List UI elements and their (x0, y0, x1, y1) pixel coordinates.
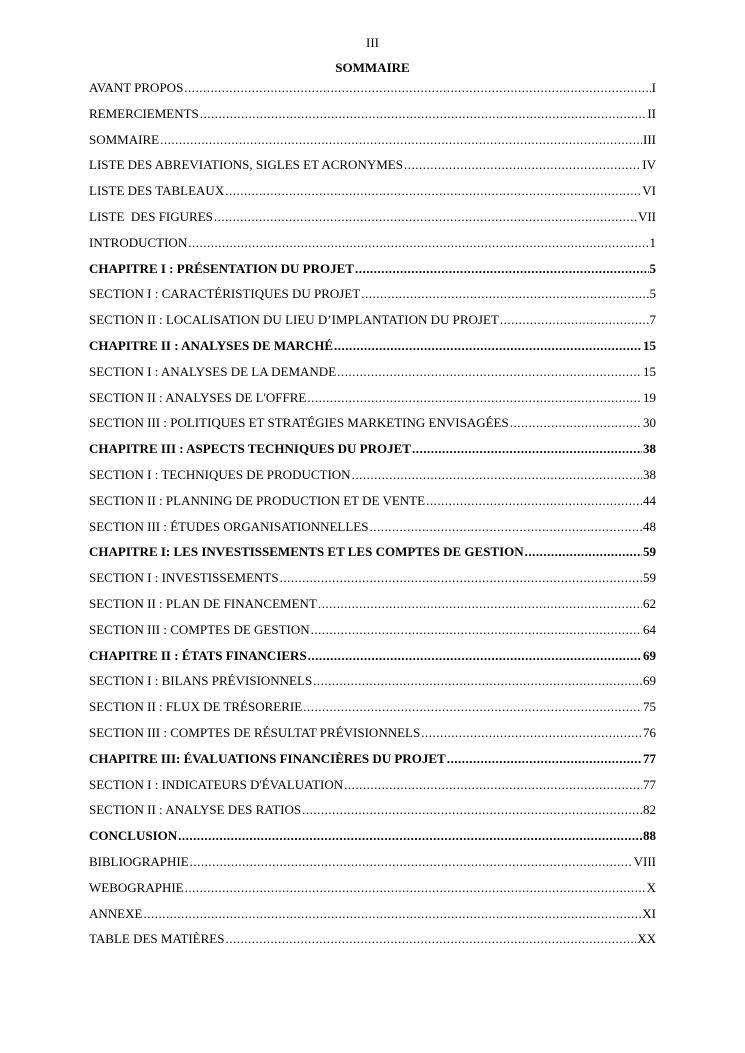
toc-entry-label: SECTION III : COMPTES DE GESTION (89, 621, 310, 637)
toc-entry-label: SECTION II : PLAN DE FINANCEMENT (89, 595, 317, 611)
toc-entry-label: SECTION II : LOCALISATION DU LIEU D’IMPLANTATION DU PROJET (89, 312, 499, 328)
toc-dot-leader (404, 155, 641, 174)
toc-entry-label: BIBLIOGRAPHIE (89, 853, 189, 869)
toc-entry-page: 19 (643, 389, 656, 405)
toc-entry-page: 69 (643, 647, 656, 663)
toc-entry-label: CONCLUSION (89, 828, 178, 844)
toc-entry[interactable] (89, 697, 656, 723)
toc-dot-leader (280, 568, 642, 587)
toc-dot-leader (214, 207, 637, 226)
toc-dot-leader (200, 104, 647, 123)
toc-entry-label: CHAPITRE III : ASPECTS TECHNIQUES DU PROJET (89, 441, 411, 457)
toc-dot-leader (318, 594, 642, 613)
toc-entry-label: SECTION III : ÉTUDES ORGANISATIONNELLES (89, 518, 369, 534)
toc-entry-page: 62 (643, 595, 656, 611)
toc-entry-label: CHAPITRE II : ÉTATS FINANCIERS (89, 647, 307, 663)
toc-entry-label: TABLE DES MATIÈRES (89, 931, 225, 947)
toc-entry-label: SECTION III : COMPTES DE RÉSULTAT PRÉVISIONNELS (89, 724, 421, 740)
toc-dot-leader (361, 284, 648, 303)
toc-dot-leader (225, 181, 641, 200)
toc-entry-label: SECTION I : TECHNIQUES DE PRODUCTION (89, 466, 351, 482)
table-of-contents (89, 78, 656, 955)
toc-entry[interactable] (89, 852, 656, 878)
toc-entry-label: CHAPITRE I: LES INVESTISSEMENTS ET LES COMPTES DE GESTION (89, 544, 524, 560)
toc-dot-leader (225, 929, 636, 948)
toc-dot-leader (355, 259, 649, 278)
toc-entry[interactable] (89, 233, 656, 259)
toc-dot-leader (308, 646, 642, 665)
toc-entry-page: 15 (643, 363, 656, 379)
toc-entry-label: ANNEXE (89, 905, 143, 921)
toc-dot-leader (412, 439, 642, 458)
toc-entry-label: SECTION I : INVESTISSEMENTS (89, 570, 279, 586)
toc-entry-page: 64 (643, 621, 656, 637)
toc-title: SOMMAIRE (335, 60, 410, 75)
toc-chapter-entry[interactable] (89, 749, 656, 775)
toc-entry-page: 15 (643, 337, 656, 353)
toc-entry-page: 69 (643, 673, 656, 689)
toc-entry-page: 38 (643, 441, 656, 457)
toc-dot-leader (426, 491, 642, 510)
toc-entry-page: 48 (643, 518, 656, 534)
toc-entry-page: 5 (649, 286, 656, 302)
toc-chapter-entry[interactable] (89, 439, 656, 465)
toc-dot-leader (352, 465, 642, 484)
toc-entry[interactable] (89, 207, 656, 233)
toc-dot-leader (143, 904, 641, 923)
toc-entry-label: SECTION II : ANALYSES DE L'OFFRE (89, 389, 307, 405)
toc-entry-page: 77 (643, 750, 656, 766)
toc-entry-page: X (646, 879, 656, 895)
toc-entry-page: I (651, 80, 656, 95)
toc-entry[interactable] (89, 904, 656, 930)
toc-entry-page: 30 (643, 415, 656, 431)
toc-entry-page: 5 (649, 260, 656, 276)
toc-entry-label: CHAPITRE I : PRÉSENTATION DU PROJET (89, 260, 354, 276)
toc-entry-page: 38 (643, 466, 656, 482)
toc-entry[interactable] (89, 413, 656, 439)
toc-chapter-entry[interactable] (89, 336, 656, 362)
toc-entry-page: 88 (643, 828, 656, 844)
toc-entry[interactable] (89, 671, 656, 697)
toc-entry-page: VII (637, 208, 656, 224)
toc-entry-label: SECTION II : FLUX DE TRÉSORERIE (89, 699, 303, 715)
toc-entry-page: 82 (643, 802, 656, 818)
toc-entry-page: 1 (649, 234, 656, 250)
toc-entry[interactable] (89, 284, 656, 310)
toc-entry[interactable] (89, 104, 656, 130)
toc-entry-page: 59 (643, 570, 656, 586)
toc-entry-page: IV (642, 157, 656, 173)
toc-entry[interactable] (89, 878, 656, 904)
toc-entry[interactable] (89, 130, 656, 156)
toc-entry-label: SECTION II : PLANNING DE PRODUCTION ET DE VENTE (89, 492, 426, 508)
toc-entry-page: 59 (643, 544, 656, 560)
toc-entry-label: LISTE DES TABLEAUX (89, 183, 225, 199)
toc-dot-leader (447, 749, 642, 768)
toc-entry[interactable] (89, 388, 656, 414)
toc-dot-leader (188, 233, 648, 252)
toc-entry-label: SECTION I : INDICATEURS D'ÉVALUATION (89, 776, 344, 792)
toc-entry[interactable] (89, 929, 656, 955)
toc-entry-label: SECTION II : ANALYSE DES RATIOS (89, 802, 302, 818)
toc-entry[interactable] (89, 310, 656, 336)
toc-dot-leader (184, 78, 650, 97)
toc-entry[interactable] (89, 775, 656, 801)
toc-entry-page: XI (642, 905, 656, 921)
toc-entry-page: II (647, 105, 656, 121)
toc-entry-page: XX (637, 931, 656, 947)
toc-entry-label: SECTION III : POLITIQUES ET STRATÉGIES MARKETING ENVISAGÉES (89, 415, 509, 431)
toc-entry[interactable] (89, 568, 656, 594)
toc-chapter-entry[interactable] (89, 826, 656, 852)
toc-entry-label: CHAPITRE II : ANALYSES DE MARCHÉ (89, 337, 334, 353)
toc-entry[interactable] (89, 78, 656, 104)
toc-entry[interactable] (89, 594, 656, 620)
toc-entry-page: VIII (633, 853, 656, 869)
toc-entry[interactable] (89, 620, 656, 646)
toc-dot-leader (500, 310, 649, 329)
toc-chapter-entry[interactable] (89, 259, 656, 285)
toc-entry-page: 75 (643, 699, 656, 715)
toc-chapter-entry[interactable] (89, 646, 656, 672)
toc-entry[interactable] (89, 723, 656, 749)
toc-dot-leader (421, 723, 642, 742)
toc-dot-leader (313, 671, 642, 690)
toc-dot-leader (510, 413, 642, 432)
toc-entry-label: REMERCIEMENTS (89, 105, 199, 121)
toc-entry[interactable] (89, 362, 656, 388)
toc-entry[interactable] (89, 181, 656, 207)
toc-dot-leader (344, 775, 642, 794)
toc-entry-label: SECTION I : CARACTÉRISTIQUES DU PROJET (89, 286, 361, 302)
toc-dot-leader (337, 362, 642, 381)
toc-dot-leader (525, 542, 642, 561)
toc-dot-leader (185, 878, 646, 897)
toc-dot-leader (303, 697, 642, 716)
toc-entry-label: SECTION I : ANALYSES DE LA DEMANDE (89, 363, 337, 379)
toc-entry-label: LISTE DES FIGURES (89, 208, 213, 224)
toc-entry[interactable] (89, 155, 656, 181)
toc-entry-label: CHAPITRE III: ÉVALUATIONS FINANCIÈRES DU PROJET (89, 750, 446, 766)
toc-entry[interactable] (89, 491, 656, 517)
toc-chapter-entry[interactable] (89, 542, 656, 568)
toc-entry-label: AVANT PROPOS (89, 80, 184, 95)
page-number: III (366, 35, 379, 50)
toc-entry[interactable] (89, 517, 656, 543)
toc-dot-leader (311, 620, 642, 639)
toc-entry-label: INTRODUCTION (89, 234, 188, 250)
toc-entry-page: III (643, 131, 656, 147)
toc-dot-leader (307, 388, 642, 407)
toc-entry-page: 7 (649, 312, 656, 328)
toc-entry-page: 44 (643, 492, 656, 508)
toc-dot-leader (190, 852, 633, 871)
toc-dot-leader (334, 336, 642, 355)
toc-dot-leader (178, 826, 642, 845)
toc-dot-leader (160, 130, 642, 149)
toc-dot-leader (369, 517, 642, 536)
toc-entry[interactable] (89, 465, 656, 491)
toc-dot-leader (302, 800, 642, 819)
toc-entry-page: 76 (643, 724, 656, 740)
toc-entry-label: SECTION I : BILANS PRÉVISIONNELS (89, 673, 313, 689)
toc-entry-page: 77 (643, 776, 656, 792)
toc-entry-label: SOMMAIRE (89, 131, 160, 147)
toc-entry[interactable] (89, 800, 656, 826)
toc-entry-label: WEBOGRAPHIE (89, 879, 184, 895)
toc-entry-label: LISTE DES ABREVIATIONS, SIGLES ET ACRONYMES (89, 157, 403, 173)
toc-entry-page: VI (642, 183, 656, 199)
